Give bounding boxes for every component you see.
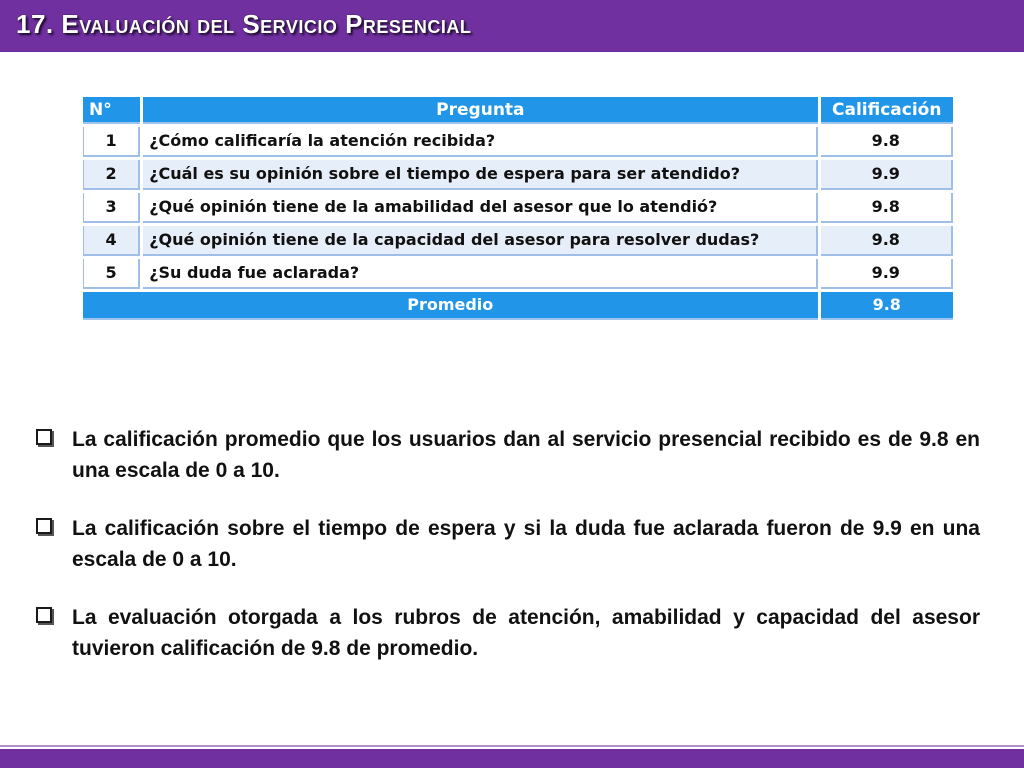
bullet-item bbox=[36, 602, 980, 664]
row-score: 9.9 bbox=[821, 160, 953, 190]
row-number: 1 bbox=[83, 127, 140, 157]
bullet-text: La calificación sobre el tiempo de espera y si la duda fue aclarada fueron de 9.9 en una escala de 0 a 10. bbox=[72, 517, 980, 571]
row-score: 9.8 bbox=[821, 127, 953, 157]
average-label: Promedio bbox=[83, 292, 818, 320]
page-title: 17. Evaluación del Servicio Presencial bbox=[16, 9, 472, 39]
table-row bbox=[83, 160, 953, 190]
checkbox-bullet-icon bbox=[36, 429, 52, 445]
footer-divider bbox=[0, 745, 1024, 747]
row-question: ¿Cómo calificaría la atención recibida? bbox=[143, 127, 817, 157]
bullet-list bbox=[36, 424, 980, 691]
table-row bbox=[83, 193, 953, 223]
table-row bbox=[83, 226, 953, 256]
row-score: 9.8 bbox=[821, 193, 953, 223]
row-question: ¿Qué opinión tiene de la amabilidad del asesor que lo atendió? bbox=[143, 193, 817, 223]
average-score: 9.8 bbox=[821, 292, 953, 320]
bullet-item bbox=[36, 424, 980, 486]
evaluation-table-container bbox=[80, 94, 956, 323]
evaluation-table bbox=[80, 94, 956, 323]
checkbox-bullet-icon bbox=[36, 607, 52, 623]
row-question: ¿Qué opinión tiene de la capacidad del asesor para resolver dudas? bbox=[143, 226, 817, 256]
table-row bbox=[83, 127, 953, 157]
column-header-question: Pregunta bbox=[143, 97, 817, 124]
column-header-score: Calificación bbox=[821, 97, 953, 124]
row-number: 2 bbox=[83, 160, 140, 190]
row-number: 4 bbox=[83, 226, 140, 256]
table-header-row bbox=[83, 97, 953, 124]
bullet-item bbox=[36, 513, 980, 575]
footer-bar bbox=[0, 749, 1024, 768]
row-number: 3 bbox=[83, 193, 140, 223]
row-score: 9.8 bbox=[821, 226, 953, 256]
row-question: ¿Su duda fue aclarada? bbox=[143, 259, 817, 289]
bullet-text: La evaluación otorgada a los rubros de atención, amabilidad y capacidad del asesor tuvieron calificación de 9.8 de promedio. bbox=[72, 606, 980, 660]
title-bar bbox=[0, 0, 1024, 52]
row-question: ¿Cuál es su opinión sobre el tiempo de espera para ser atendido? bbox=[143, 160, 817, 190]
average-row bbox=[83, 292, 953, 320]
column-header-number: N° bbox=[83, 97, 140, 124]
row-number: 5 bbox=[83, 259, 140, 289]
table-row bbox=[83, 259, 953, 289]
bullet-text: La calificación promedio que los usuarios dan al servicio presencial recibido es de 9.8 en una escala de 0 a 10. bbox=[72, 428, 980, 482]
row-score: 9.9 bbox=[821, 259, 953, 289]
checkbox-bullet-icon bbox=[36, 518, 52, 534]
